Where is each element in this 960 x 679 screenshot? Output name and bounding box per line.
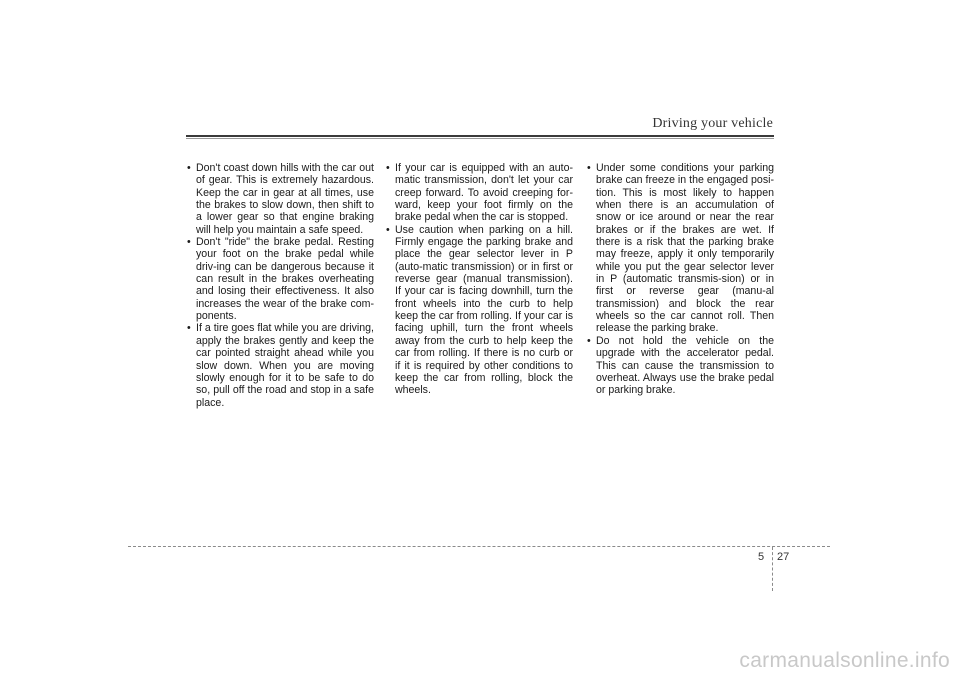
section-title: Driving your vehicle: [652, 116, 773, 131]
bullet-icon: •: [187, 322, 191, 335]
bullet-item: [586, 335, 774, 397]
title-rule-thin: [186, 138, 774, 139]
bullet-text: Do not hold the vehicle on the upgrade with the accelerator pedal. This can cause the transmission to overheat. Always use the brake pedal or parking brake.: [596, 334, 774, 397]
bullet-text: If your car is equipped with an auto-matic transmission, don't let your car creep forward. To avoid creeping for-ward, keep your foot firmly on the brake pedal when the car is stopped.: [395, 162, 573, 224]
bullet-item: [186, 162, 374, 236]
bullet-text: Don't coast down hills with the car out of gear. This is extremely hazardous. Keep the car in gear at all times, use the brakes to slow down, then shift to a lower gear so that engine braking will help you maintain a safe speed.: [196, 162, 374, 236]
bullet-icon: •: [187, 162, 191, 174]
bullet-item: [385, 162, 573, 224]
title-rule: [186, 135, 774, 137]
bullet-icon: •: [386, 162, 390, 174]
bullet-text: Don't "ride" the brake pedal. Resting your foot on the brake pedal while driv-ing can be dangerous because it can result in the brakes overheating and losing their effectiveness. It also increases the wear of the brake com-ponents.: [196, 236, 374, 323]
text-column-3: [586, 162, 774, 397]
page-number-divider: [772, 547, 773, 591]
bullet-icon: •: [587, 334, 591, 347]
bullet-text: If a tire goes flat while you are driving, apply the brakes gently and keep the car pointed straight ahead while you slow down. When you are moving slowly enough for it to be safe to do so, pull off the road and stop in a safe place.: [196, 322, 374, 409]
bullet-text: Use caution when parking on a hill. Firmly engage the parking brake and place the gear selector lever in P (auto-matic transmission) or in first or reverse gear (manual transmission). If your car is facing downhill, turn the front wheels into the curb to help keep the car from rolling. If your car is facing uphill, turn the front wheels away from the curb to help keep the car from rolling. If there is no curb or if it is required by other conditions to keep the car from rolling, block the wheels.: [395, 223, 573, 397]
bullet-icon: •: [386, 223, 390, 236]
text-column-1: [186, 162, 374, 409]
bullet-icon: •: [587, 162, 591, 174]
bullet-item: [586, 162, 774, 335]
footer-rule: [128, 546, 830, 547]
watermark: carmanualsonline.info: [739, 649, 950, 672]
page-number: 27: [777, 551, 790, 563]
chapter-number: 5: [758, 551, 765, 563]
text-column-2: [385, 162, 573, 397]
bullet-item: [385, 224, 573, 397]
bullet-text: Under some conditions your parking brake can freeze in the engaged posi-tion. This is most likely to happen when there is an accumulation of snow or ice around or near the rear brakes or if the brakes are wet. If there is a risk that the parking brake may freeze, apply it only temporarily while you put the gear selector lever in P (automatic transmis-sion) or in first or reverse gear (manu-al transmission) and block the rear wheels so the car cannot roll. Then release the parking brake.: [596, 162, 774, 335]
bullet-item: [186, 322, 374, 408]
bullet-icon: •: [187, 236, 191, 249]
bullet-item: [186, 236, 374, 322]
